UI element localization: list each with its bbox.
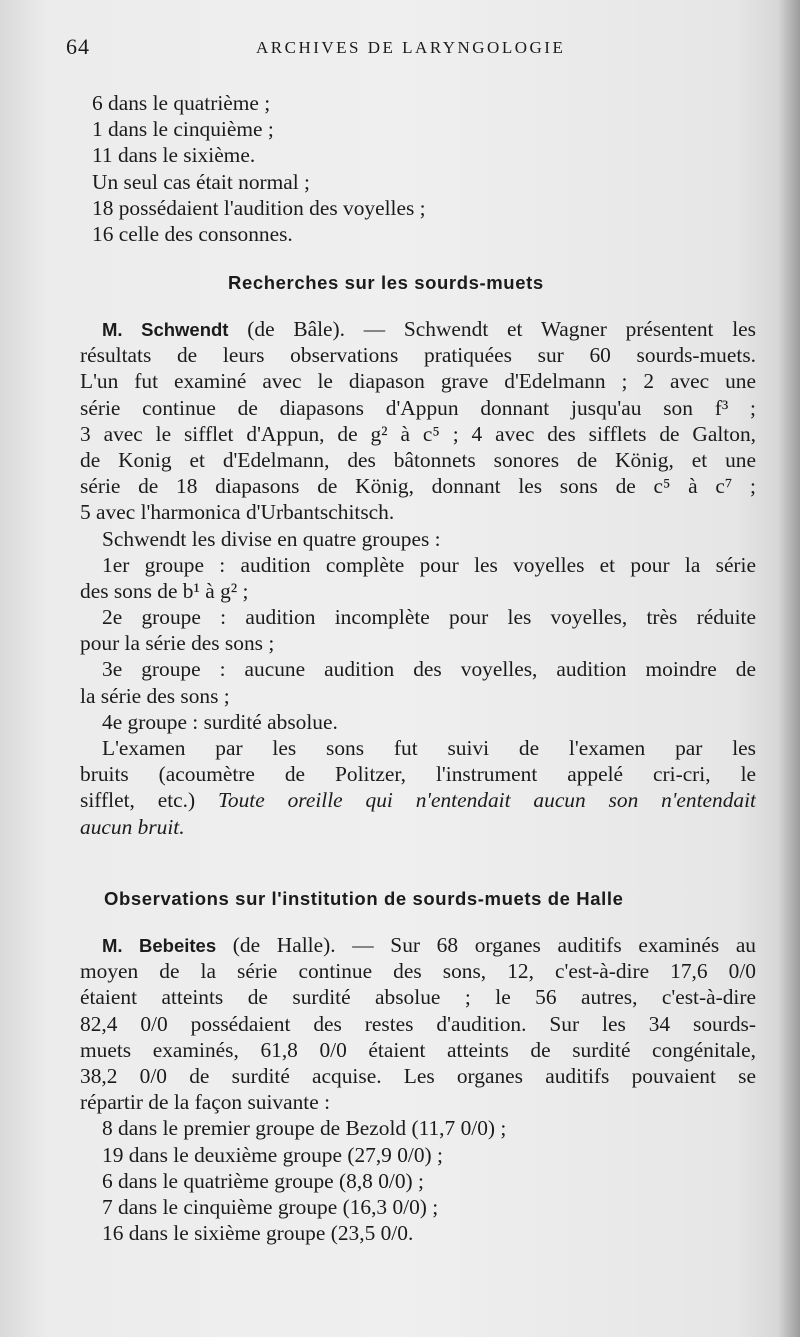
paragraph-line: 3e groupe : aucune audition des voyelles, audition moindre de <box>102 657 756 682</box>
journal-title: ARCHIVES DE LARYNGOLOGIE <box>256 38 566 57</box>
paragraph-line: 1er groupe : audition complète pour les voyelles et pour la série <box>102 552 756 577</box>
list-item: 6 dans le quatrième ; <box>92 91 271 115</box>
paragraph-line: 4e groupe : surdité absolue. <box>102 709 338 734</box>
list-item: 16 celle des consonnes. <box>92 221 293 246</box>
paragraph-line: muets examinés, 61,8 0/0 étaient atteints de surdité congénitale, <box>80 1037 756 1062</box>
paragraph-line: Schwendt les divise en quatre groupes : <box>102 526 441 551</box>
list-item: 6 dans le quatrième groupe (8,8 0/0) ; <box>102 1168 424 1193</box>
section1-paragraph <box>80 316 756 840</box>
exam-italic: Toute oreille qui n'entendait aucun son n'entendait <box>217 788 756 813</box>
paragraph-line: résultats de leurs observations pratiquées sur 60 sourds-muets. <box>80 343 756 368</box>
paragraph-line: 38,2 0/0 de surdité acquise. Les organes auditifs pouvaient se <box>80 1063 756 1088</box>
section-heading: Recherches sur les sourds-muets <box>228 272 544 293</box>
paragraph-line: L'examen par les sons fut suivi de l'examen par les <box>102 736 756 760</box>
paragraph-line: pour la série des sons ; <box>80 631 275 656</box>
author-place: (de Bâle). — Schwendt et Wagner présentent les <box>228 317 756 341</box>
author-name: M. Bebeites <box>102 935 217 956</box>
list-item: 16 dans le sixième groupe (23,5 0/0. <box>102 1221 414 1246</box>
paragraph-line <box>80 316 756 342</box>
paragraph-line: moyen de la série continue des sons, 12, c'est-à-dire 17,6 0/0 <box>80 959 756 984</box>
list-item: 11 dans le sixième. <box>92 143 256 168</box>
paragraph-line: répartir de la façon suivante : <box>80 1090 331 1115</box>
paragraph-line: la série des sons ; <box>80 683 230 708</box>
list-item: 8 dans le premier groupe de Bezold (11,7 0/0) ; <box>102 1116 507 1141</box>
top-list <box>80 90 756 247</box>
list-item: 19 dans le deuxième groupe (27,9 0/0) ; <box>102 1142 443 1167</box>
paragraph-line: 3 avec le sifflet d'Appun, de g² à c⁵ ; 4 avec des sifflets de Galton, <box>80 421 756 446</box>
list-item: 7 dans le cinquième groupe (16,3 0/0) ; <box>102 1194 439 1219</box>
paragraph-line: 82,4 0/0 possédaient des restes d'audition. Sur les 34 sourds- <box>80 1011 756 1036</box>
paragraph-line: aucun bruit. <box>80 814 185 839</box>
section-heading: Observations sur l'institution de sourds-muets de Halle <box>104 888 624 909</box>
exam-text: sifflet, etc.) <box>80 788 218 813</box>
page-number: 64 <box>66 34 90 59</box>
paragraph-line: série de 18 diapasons de König, donnant les sons de c⁵ à c⁷ ; <box>80 474 756 499</box>
paragraph-line: étaient atteints de surdité absolue ; le 56 autres, c'est-à-dire <box>80 985 756 1010</box>
list-item: 18 possédaient l'audition des voyelles ; <box>92 195 426 220</box>
running-head <box>66 34 756 64</box>
paragraph-line: série continue de diapasons d'Appun donnant jusqu'au son f³ ; <box>80 395 756 420</box>
paragraph-line: 5 avec l'harmonica d'Urbantschitsch. <box>80 500 395 525</box>
paragraph-line: 2e groupe : audition incomplète pour les voyelles, très réduite <box>102 605 756 630</box>
paragraph-line <box>80 932 756 958</box>
paragraph-line: L'un fut examiné avec le diapason grave d'Edelmann ; 2 avec une <box>80 369 756 394</box>
list-item: Un seul cas était normal ; <box>92 169 311 194</box>
paragraph-line: des sons de b¹ à g² ; <box>80 578 249 603</box>
section2-paragraph <box>80 932 756 1246</box>
paragraph-line: de Konig et d'Edelmann, des bâtonnets sonores de König, et une <box>80 447 756 472</box>
author-place: (de Halle). — Sur 68 organes auditifs examinés au <box>216 933 756 957</box>
paragraph-line: bruits (acoumètre de Politzer, l'instrument appelé cri-cri, le <box>80 762 756 787</box>
author-name: M. Schwendt <box>102 319 229 340</box>
page-edge-shadow <box>778 0 800 1337</box>
paragraph-line <box>80 787 756 813</box>
list-item: 1 dans le cinquième ; <box>92 117 274 142</box>
